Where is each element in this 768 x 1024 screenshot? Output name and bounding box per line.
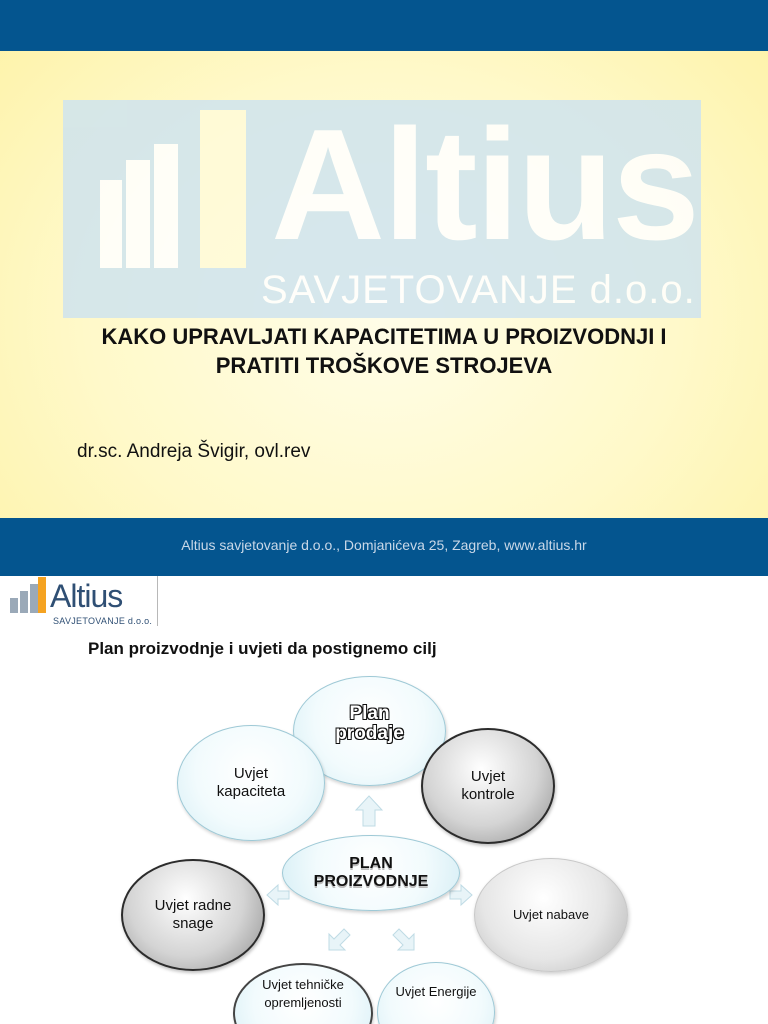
logo-divider [157, 576, 158, 626]
kapaciteta-line2: kapaciteta [216, 783, 286, 800]
altius-logo [8, 576, 158, 628]
altius-watermark-logo [63, 97, 701, 318]
plan-prodaje-line2: prodaje [335, 723, 404, 744]
arrow-down-left-icon [325, 926, 353, 954]
watermark-word: Altius [271, 97, 698, 273]
tehnicke-line1: Uvjet tehničke [262, 977, 344, 992]
kontrole-line2: kontrole [461, 786, 515, 803]
node-uvjet-energije [377, 962, 495, 1024]
diagram-title: Plan proizvodnje i uvjeti da postignemo cilj [88, 639, 437, 658]
slide-title-line2: PRATITI TROŠKOVE STROJEVA [215, 353, 553, 378]
plan-prodaje-line1: Plan [349, 703, 390, 724]
slide-title-line1: KAKO UPRAVLJATI KAPACITETIMA U PROIZVODNJI I [101, 324, 667, 349]
center-line1: PLAN [349, 855, 393, 872]
node-uvjet-nabave [474, 858, 628, 972]
radne-snage-line2: snage [172, 915, 214, 932]
logo-word: Altius [50, 578, 123, 614]
node-uvjet-radne-snage [121, 859, 265, 971]
arrow-up-icon [354, 794, 384, 828]
diagram-slide [0, 576, 768, 1024]
kapaciteta-line1: Uvjet [233, 765, 269, 782]
author: dr.sc. Andreja Švigir, ovl.rev [77, 441, 311, 462]
tehnicke-line2: opremljenosti [264, 995, 342, 1010]
top-band [0, 0, 768, 51]
node-plan-proizvodnje [282, 835, 460, 911]
node-uvjet-kapaciteta [177, 725, 325, 841]
nabave-line1: Uvjet nabave [513, 907, 589, 922]
kontrole-line1: Uvjet [470, 768, 506, 785]
node-uvjet-tehnicke-opremljenosti [233, 963, 373, 1024]
footer-address: Altius savjetovanje d.o.o., Domjanićeva 25, Zagreb, www.altius.hr [181, 537, 587, 553]
logo-subtitle: SAVJETOVANJE d.o.o. [53, 616, 153, 626]
watermark-subtitle: SAVJETOVANJE d.o.o. [261, 268, 696, 312]
node-uvjet-kontrole [421, 728, 555, 844]
radne-snage-line1: Uvjet radne [154, 897, 232, 914]
energije-line1: Uvjet Energije [395, 984, 477, 999]
slide-title [20, 322, 748, 380]
arrow-down-right-icon [390, 926, 418, 954]
center-line2: PROIZVODNJE [313, 873, 429, 890]
